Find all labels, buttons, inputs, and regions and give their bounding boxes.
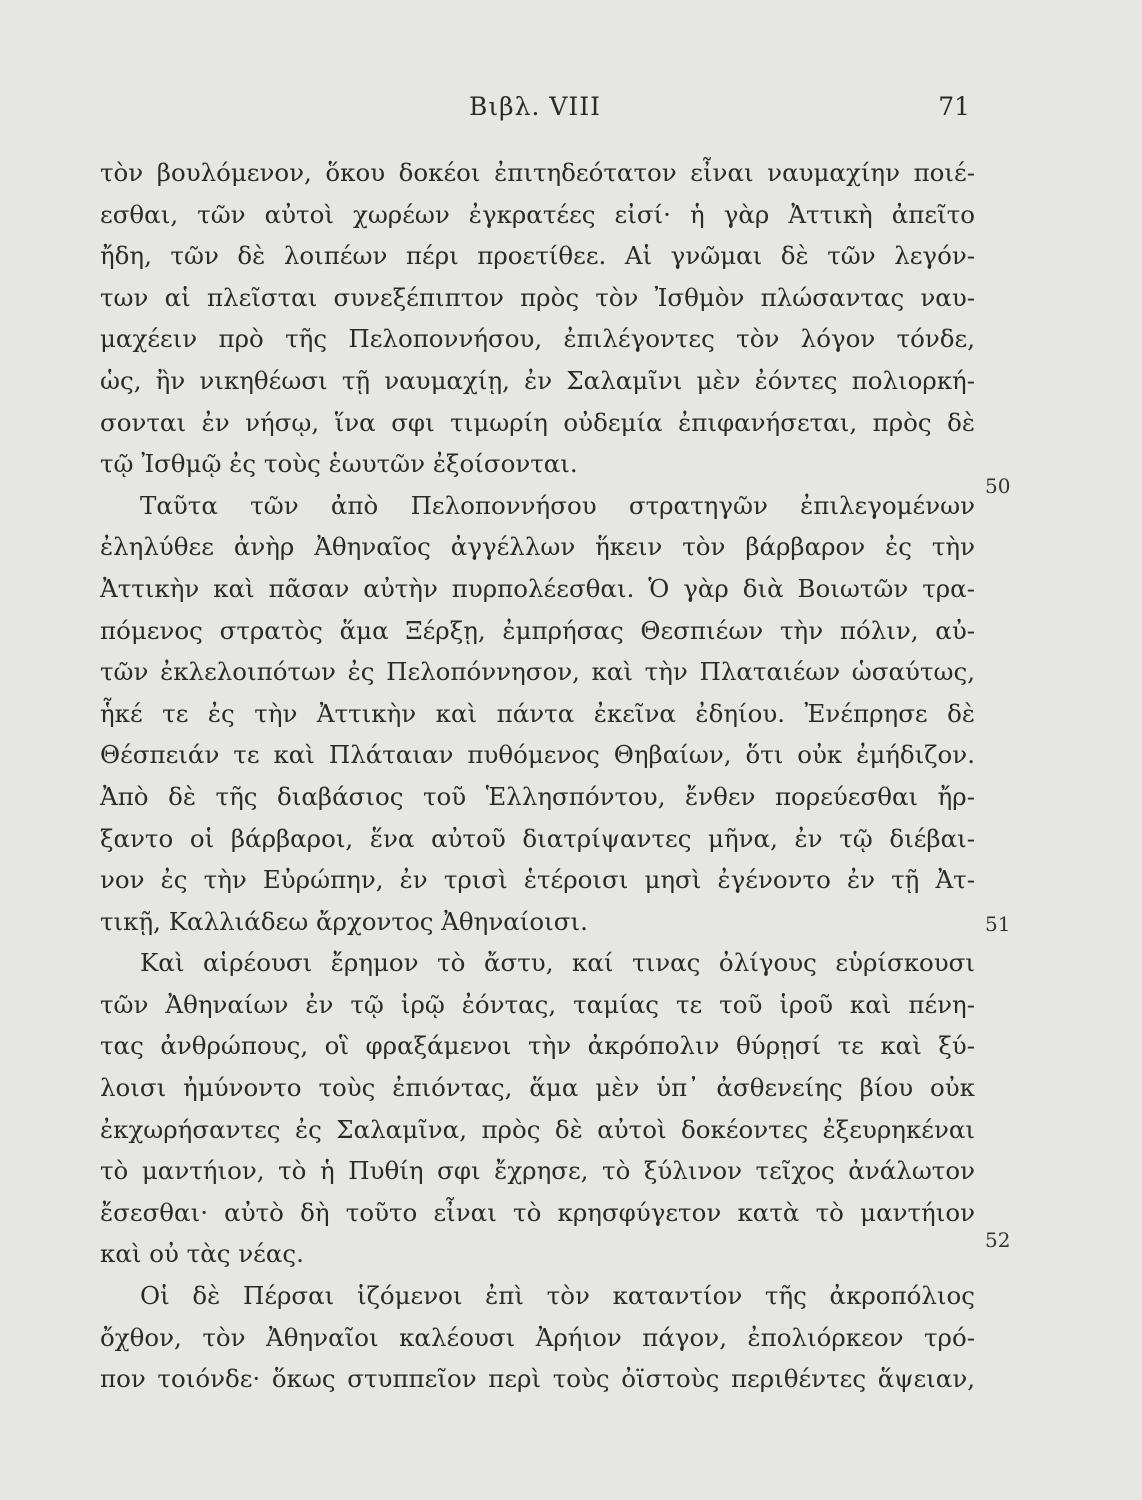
- text-line: σονται ἐν νήσῳ, ἵνα σφι τιμωρίη οὐδεμία ἐπιφανήσεται, πρὸς δὲ: [100, 407, 975, 437]
- running-head: [100, 92, 970, 132]
- paragraph-first-line: Ταῦτα τῶν ἀπὸ Πελοποννήσου στρατηγῶν ἐπιλεγομένων: [140, 490, 975, 520]
- text-line: τῷ Ἰσθμῷ ἐς τοὺς ἑωυτῶν ἐξοίσονται.: [100, 449, 578, 479]
- text-line: εσθαι, τῶν αὐτοὶ χωρέων ἐγκρατέες εἰσί· ἡ γὰρ Ἀττικὴ ἀπεῖτο: [100, 199, 975, 229]
- text-line: τὸν βουλόμενον, ὅκου δοκέοι ἐπιτηδεότατον εἶναι ναυμαχίην ποιέ-: [100, 158, 975, 187]
- text-line: τικῇ, Καλλιάδεω ἄρχοντος Ἀθηναίοισι.: [100, 906, 588, 936]
- text-line: ἐληλύθεε ἀνὴρ Ἀθηναῖος ἀγγέλλων ἥκειν τὸν βάρβαρον ἐς τὴν: [100, 532, 975, 562]
- section-number: 52: [985, 1228, 1011, 1252]
- body-text: [100, 152, 975, 1400]
- text-line: τὸ μαντήιον, τὸ ἡ Πυθίη σφι ἔχρησε, τὸ ξύλινον τεῖχος ἀνάλωτον: [100, 1156, 975, 1186]
- text-line: μαχέειν πρὸ τῆς Πελοποννήσου, ἐπιλέγοντες τὸν λόγον τόνδε,: [100, 324, 975, 354]
- text-line: πον τοιόνδε· ὅκως στυππεῖον περὶ τοὺς ὀϊστοὺς περιθέντες ἅψειαν,: [100, 1364, 975, 1394]
- paragraph-first-line: Καὶ αἱρέουσι ἔρημον τὸ ἄστυ, καί τινας ὀλίγους εὑρίσκουσι: [140, 948, 975, 978]
- text-line: νον ἐς τὴν Εὐρώπην, ἐν τρισὶ ἑτέροισι μησὶ ἐγένοντο ἐν τῇ Ἀτ-: [100, 865, 975, 895]
- text-line: Ἀττικὴν καὶ πᾶσαν αὐτὴν πυρπολέεσθαι. Ὁ γὰρ διὰ Βοιωτῶν τρα-: [100, 573, 975, 603]
- section-number: 51: [985, 912, 1011, 936]
- text-line: πόμενος στρατὸς ἅμα Ξέρξῃ, ἐμπρήσας Θεσπιέων τὴν πόλιν, αὐ-: [100, 615, 975, 645]
- text-line: ξαντο οἱ βάρβαροι, ἕνα αὐτοῦ διατρίψαντες μῆνα, ἐν τῷ διέβαι-: [100, 823, 975, 853]
- page-number: 71: [938, 92, 970, 121]
- text-line: Θέσπειάν τε καὶ Πλάταιαν πυθόμενος Θηβαίων, ὅτι οὐκ ἐμήδιζον.: [100, 740, 975, 770]
- text-line: ἤδη, τῶν δὲ λοιπέων πέρι προετίθεε. Αἱ γνῶμαι δὲ τῶν λεγόν-: [100, 241, 975, 271]
- section-number: 50: [985, 474, 1011, 498]
- text-line: τῶν ἐκλελοιπότων ἐς Πελοπόννησον, καὶ τὴν Πλαταιέων ὡσαύτως,: [100, 657, 975, 687]
- text-line: ἧκέ τε ἐς τὴν Ἀττικὴν καὶ πάντα ἐκεῖνα ἐδηίου. Ἐνέπρησε δὲ: [100, 698, 975, 728]
- running-title: Βιβλ. VIII: [468, 92, 602, 121]
- text-line: ὄχθον, τὸν Ἀθηναῖοι καλέουσι Ἀρήιον πάγον, ἐπολιόρκεον τρό-: [100, 1322, 975, 1352]
- text-line: καὶ οὐ τὰς νέας.: [100, 1239, 304, 1269]
- text-line: λοισι ἠμύνοντο τοὺς ἐπιόντας, ἅμα μὲν ὑπ᾽ ἀσθενείης βίου οὐκ: [100, 1073, 975, 1103]
- text-line: τῶν Ἀθηναίων ἐν τῷ ἱρῷ ἐόντας, ταμίας τε τοῦ ἱροῦ καὶ πένη-: [100, 989, 975, 1019]
- text-line: ὡς, ἢν νικηθέωσι τῇ ναυμαχίῃ, ἐν Σαλαμῖνι μὲν ἐόντες πολιορκή-: [100, 365, 975, 395]
- text-line: ἐκχωρήσαντες ἐς Σαλαμῖνα, πρὸς δὲ αὐτοὶ δοκέοντες ἐξευρηκέναι: [100, 1114, 975, 1144]
- paragraph-first-line: Οἱ δὲ Πέρσαι ἱζόμενοι ἐπὶ τὸν καταντίον τῆς ἀκροπόλιος: [140, 1281, 975, 1311]
- text-line: ἔσεσθαι· αὐτὸ δὴ τοῦτο εἶναι τὸ κρησφύγετον κατὰ τὸ μαντήιον: [100, 1197, 975, 1227]
- text-line: των αἱ πλεῖσται συνεξέπιπτον πρὸς τὸν Ἰσθμὸν πλώσαντας ναυ-: [100, 282, 975, 312]
- text-line: Ἀπὸ δὲ τῆς διαβάσιος τοῦ Ἑλλησπόντου, ἔνθεν πορεύεσθαι ἤρ-: [100, 781, 975, 811]
- text-line: τας ἀνθρώπους, οἳ φραξάμενοι τὴν ἀκρόπολιν θύρῃσί τε καὶ ξύ-: [100, 1031, 975, 1061]
